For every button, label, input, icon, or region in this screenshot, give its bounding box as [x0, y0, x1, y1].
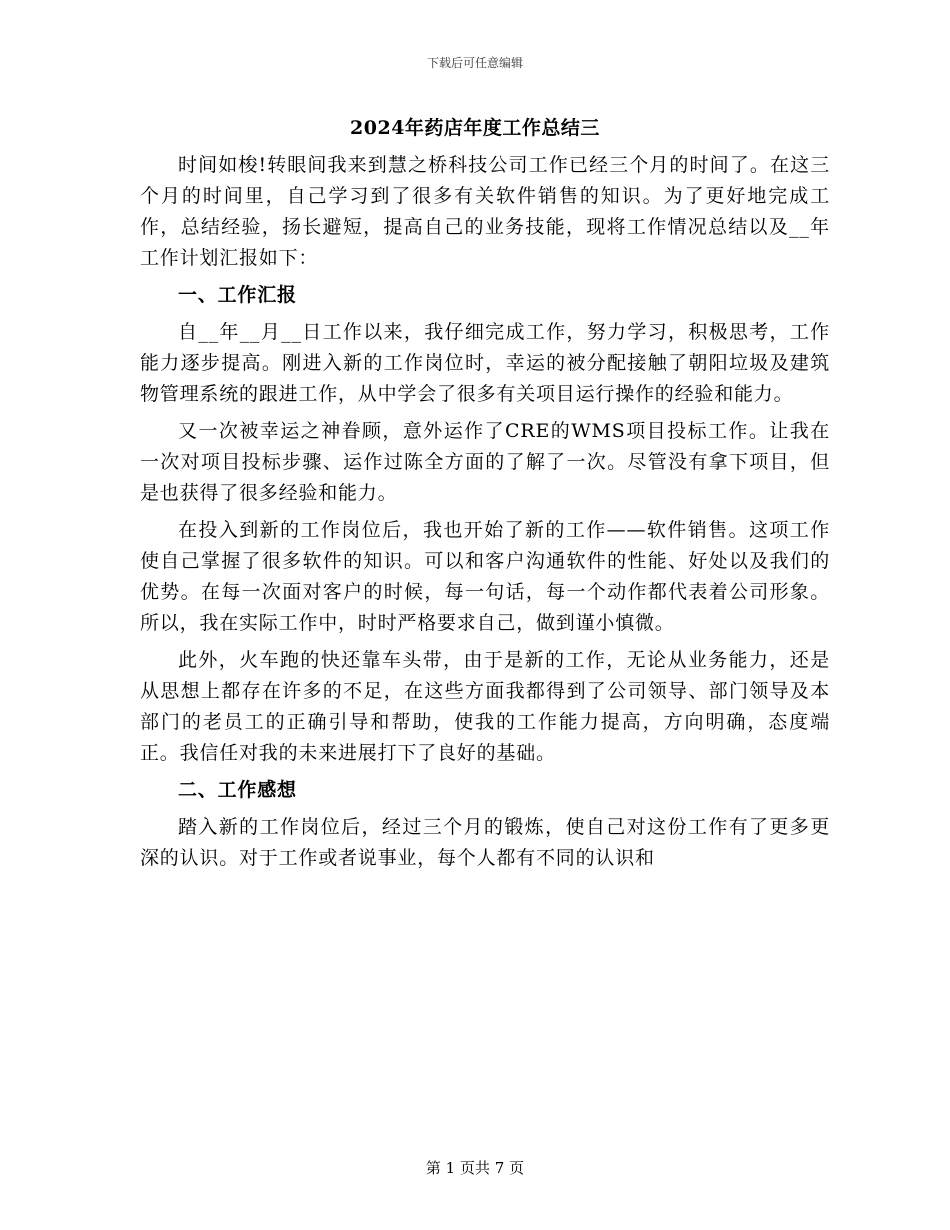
document-title: 2024年药店年度工作总结三	[350, 117, 600, 139]
header-note: 下载后可任意编辑	[426, 56, 523, 70]
paragraph-guidance: 此外，火车跑的快还靠车头带，由于是新的工作，无论从业务能力，还是从思想上都存在许多的不足，在这些方面我都得到了公司领导、部门领导及本部门的老员工的正确引导和帮助，使我的工作能力提高，方向明确，态度端正。我信任对我的未来进展打下了良好的基础。	[140, 649, 830, 764]
page-footer: 第 1 页共 7 页	[425, 1159, 525, 1177]
section-heading-work-report: 一、工作汇报	[178, 284, 297, 306]
paragraph-software-sales: 在投入到新的工作岗位后，我也开始了新的工作——软件销售。这项工作使自己掌握了很多软件的知识。可以和客户沟通软件的性能、好处以及我们的优势。在每一次面对客户的时候，每一句话，每一个动作都代表着公司形象。所以，我在实际工作中，时时严格要求自己，做到谨小慎微。	[140, 519, 830, 634]
paragraph-thoughts: 踏入新的工作岗位后，经过三个月的锻炼，使自己对这份工作有了更多更深的认识。对于工作或者说事业，每个人都有不同的认识和	[140, 816, 830, 869]
document-body	[140, 150, 830, 880]
section-heading-work-thoughts: 二、工作感想	[178, 779, 297, 801]
paragraph-bid-project: 又一次被幸运之神眷顾，意外运作了CRE的WMS项目投标工作。让我在一次对项目投标步骤、运作过陈全方面的了解了一次。尽管没有拿下项目，但是也获得了很多经验和能力。	[140, 420, 830, 504]
paragraph-work-start: 自__年__月__日工作以来，我仔细完成工作，努力学习，积极思考，工作能力逐步提高。刚进入新的工作岗位时，幸运的被分配接触了朝阳垃圾及建筑物管理系统的跟进工作，从中学会了很多有关项目运行操作的经验和能力。	[140, 321, 830, 405]
paragraph-intro: 时间如梭!转眼间我来到慧之桥科技公司工作已经三个月的时间了。在这三个月的时间里，自己学习到了很多有关软件销售的知识。为了更好地完成工作，总结经验，扬长避短，提高自己的业务技能，现将工作情况总结以及__年工作计划汇报如下：	[140, 154, 830, 269]
